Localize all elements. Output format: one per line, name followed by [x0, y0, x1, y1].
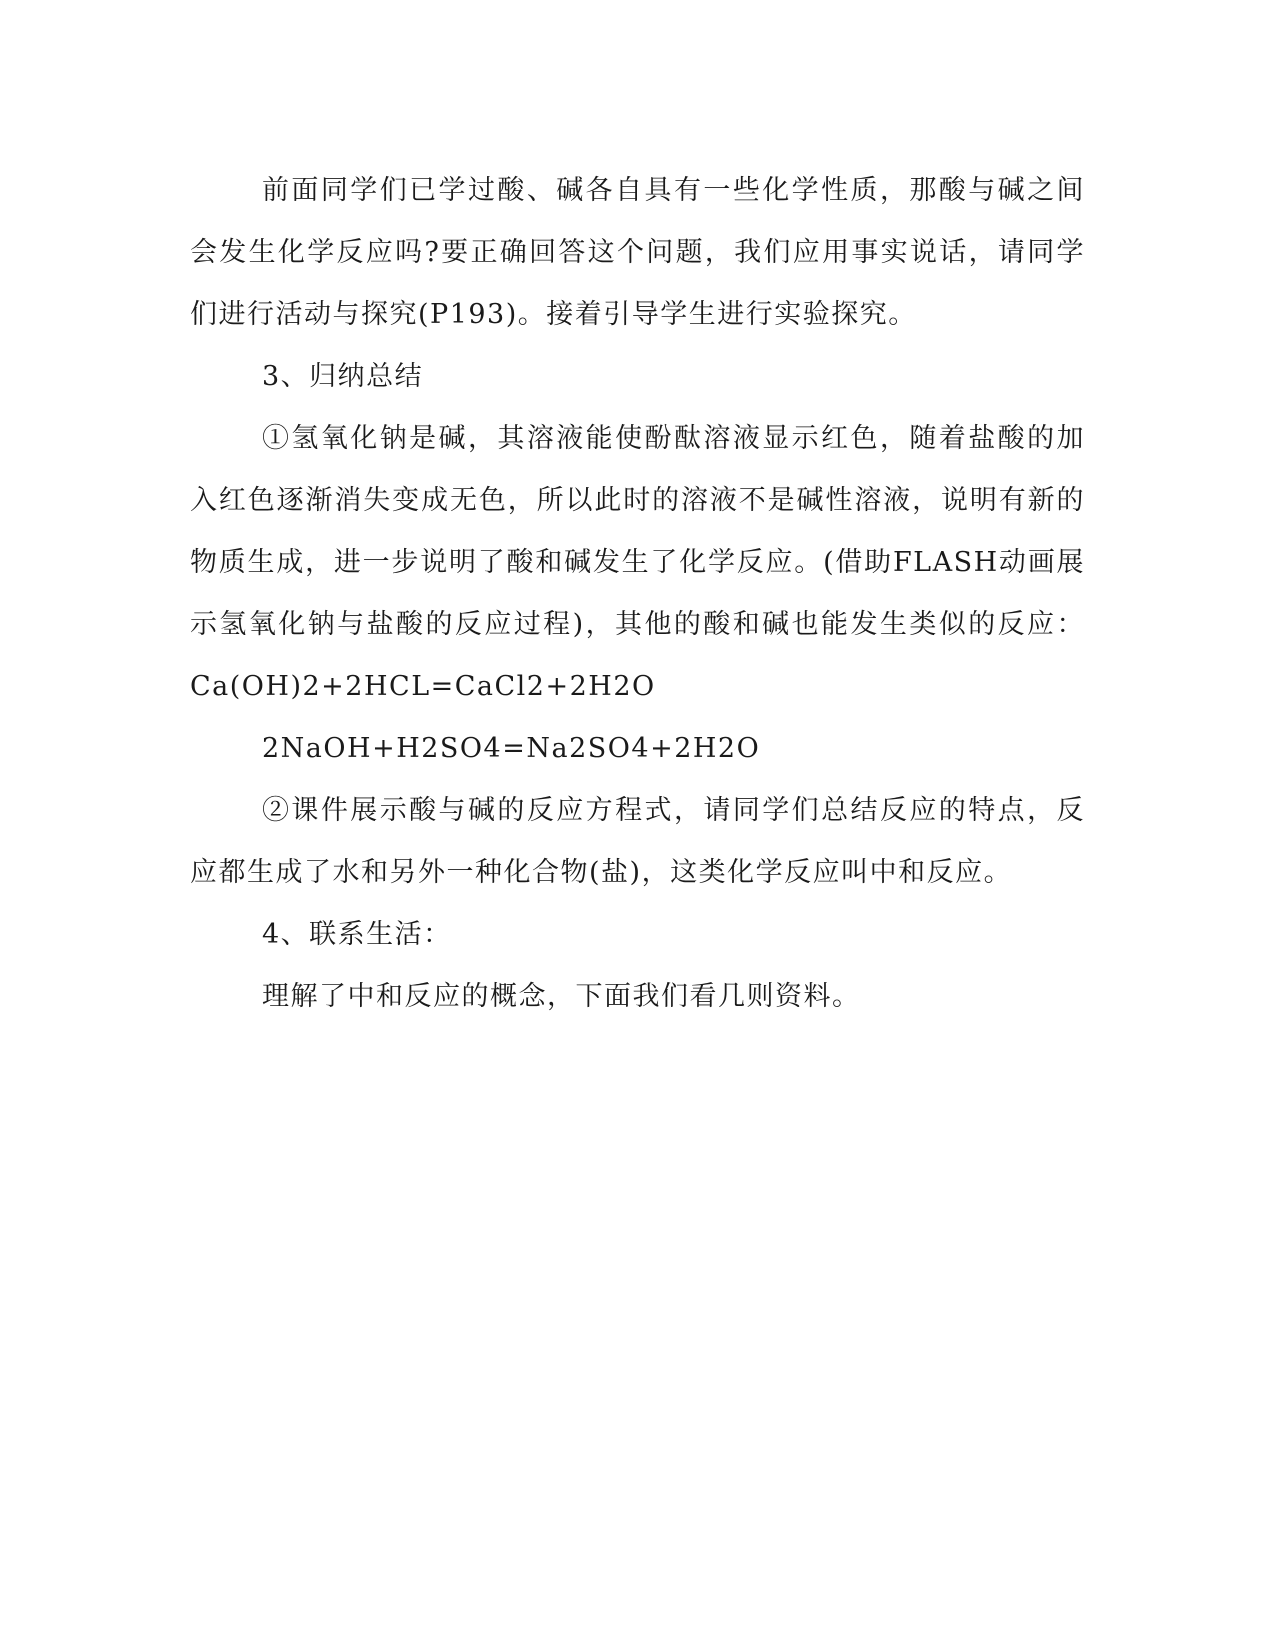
section-heading-4: 4、联系生活： [262, 919, 452, 950]
paragraph-point-2: ②课件展示酸与碱的反应方程式，请同学们总结反应的特点，反应都生成了水和另外一种化合物(盐)，这类化学反应叫中和反应。 [190, 795, 1085, 888]
equation-line: 2NaOH+H2SO4=Na2SO4+2H2O [262, 733, 761, 764]
paragraph-closing: 理解了中和反应的概念，下面我们看几则资料。 [262, 981, 861, 1012]
section-heading-3: 3、归纳总结 [262, 361, 424, 392]
paragraph-intro: 前面同学们已学过酸、碱各自具有一些化学性质，那酸与碱之间会发生化学反应吗?要正确回答这个问题，我们应用事实说话，请同学们进行活动与探究(P193)。接着引导学生进行实验探究。 [190, 175, 1085, 330]
document-body [190, 160, 1085, 1028]
paragraph-point-1: ①氢氧化钠是碱，其溶液能使酚酞溶液显示红色，随着盐酸的加入红色逐渐消失变成无色，所以此时的溶液不是碱性溶液，说明有新的物质生成，进一步说明了酸和碱发生了化学反应。(借助FLASH动画展示氢氧化钠与盐酸的反应过程)，其他的酸和碱也能发生类似的反应：Ca(OH)2+2HCL=CaCl2+2H2O [190, 423, 1085, 702]
